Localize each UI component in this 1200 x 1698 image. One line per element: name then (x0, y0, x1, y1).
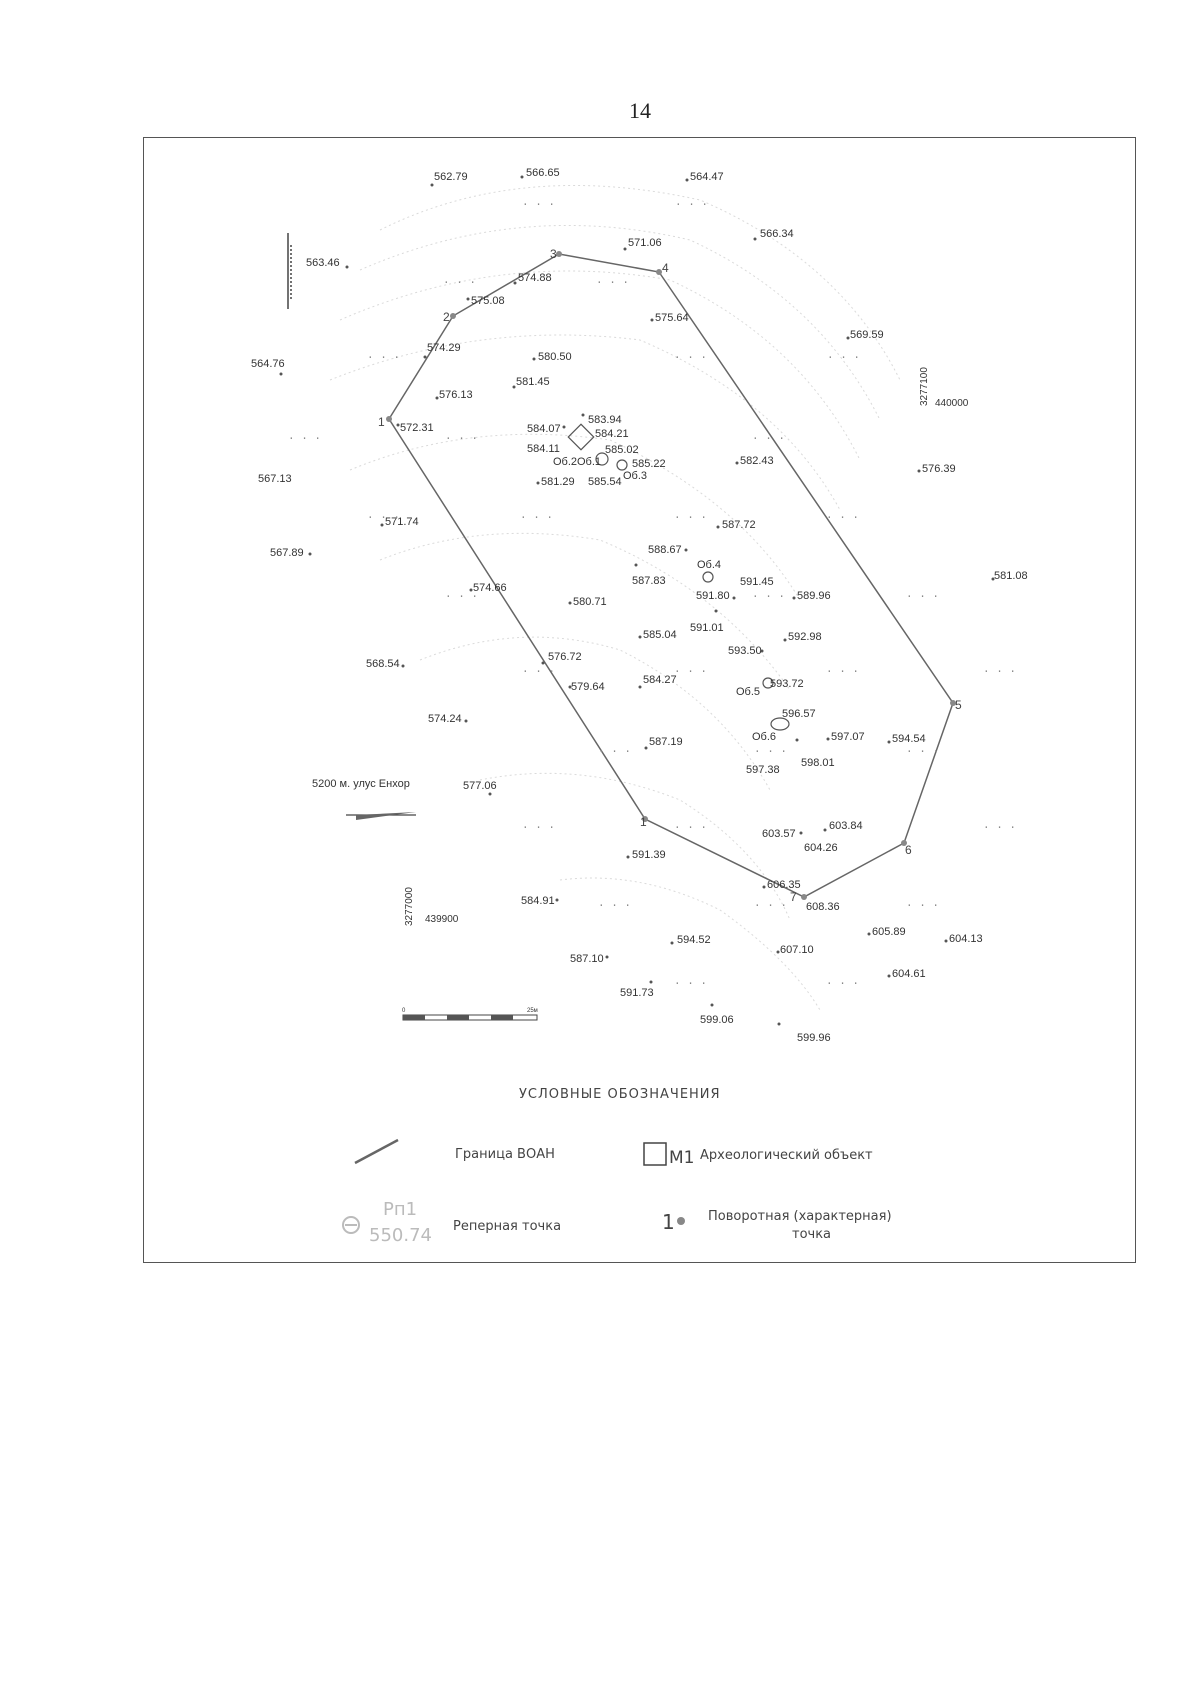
elevation-label: 566.34 (760, 228, 794, 240)
elevation-label: 579.64 (571, 681, 605, 693)
svg-text:. . .: . . . (598, 898, 632, 910)
svg-text:. . .: . . . (906, 589, 940, 601)
svg-text:. . .: . . . (367, 350, 401, 362)
svg-text:. . .: . . . (674, 350, 708, 362)
elevation-marks (280, 176, 995, 1026)
svg-text:. . .: . . . (906, 898, 940, 910)
turn-label-2: 2 (443, 310, 450, 324)
page-number: 14 (629, 98, 651, 123)
elevation-label: 596.57 (782, 708, 816, 720)
scale-bar (402, 1008, 538, 1020)
legend-turn-label-line1: Поворотная (характерная) (708, 1209, 892, 1224)
turn-point-2 (450, 313, 456, 319)
svg-text:. . .: . . . (445, 589, 479, 601)
elevation-label: 608.36 (806, 901, 840, 913)
svg-text:. . .: . . . (596, 275, 630, 287)
legend-object-symbol: М1 (669, 1148, 695, 1168)
elevation-label: 593.72 (770, 678, 804, 690)
turn-point-7 (801, 894, 807, 900)
elevation-label: 605.89 (872, 926, 906, 938)
elevation-label: 604.13 (949, 933, 983, 945)
elevation-label: 587.19 (649, 736, 683, 748)
elevation-label: 591.45 (740, 576, 774, 588)
svg-text:. . .: . . . (288, 431, 322, 443)
svg-text:. . .: . . . (522, 197, 556, 209)
object-label-1: Об.1 (577, 456, 602, 468)
elevation-label: 571.06 (628, 237, 662, 249)
svg-text:. . .: . . . (675, 197, 709, 209)
turn-point-3 (556, 251, 562, 257)
svg-text:. . .: . . . (754, 898, 788, 910)
elevation-label: 567.13 (258, 473, 292, 485)
elevation-label: 574.66 (473, 582, 507, 594)
elevation-label: 603.57 (762, 828, 796, 840)
svg-text:. . .: . . . (674, 664, 708, 676)
elevation-label: 604.26 (804, 842, 838, 854)
boundary-legend-icon (355, 1140, 398, 1163)
coord-y-top-right: 440000 (935, 398, 969, 409)
direction-label: 5200 м. улус Енхор (312, 778, 410, 790)
svg-text:. . .: . . . (522, 820, 556, 832)
svg-text:. . .: . . . (983, 664, 1017, 676)
elevation-label: 593.50 (728, 645, 762, 657)
svg-text:. . .: . . . (522, 664, 556, 676)
elevation-label: 598.01 (801, 757, 835, 769)
legend (343, 1087, 892, 1246)
elevation-label: 599.06 (700, 1014, 734, 1026)
elevation-label: 584.21 (595, 428, 629, 440)
svg-text:. . .: . . . (906, 744, 940, 756)
svg-text:. . .: . . . (826, 976, 860, 988)
turn-label-4: 4 (662, 261, 669, 275)
svg-text:. . .: . . . (520, 510, 554, 522)
legend-turn-label-line2: точка (792, 1227, 832, 1242)
legend-benchmark-bottom: 550.74 (369, 1225, 432, 1246)
elevation-label: 585.54 (588, 476, 622, 488)
elevation-label: 584.11 (527, 443, 560, 455)
legend-benchmark-top: Рп1 (383, 1199, 418, 1220)
boundary-vertices (386, 251, 956, 900)
svg-text:. . .: . . . (674, 820, 708, 832)
elevation-label: 594.54 (892, 733, 926, 745)
elevation-label: 591.80 (696, 590, 730, 602)
object-label-5: Об.5 (736, 686, 761, 698)
elevation-label: 563.46 (306, 257, 340, 269)
svg-text:. . .: . . . (826, 510, 860, 522)
elevation-labels (251, 167, 1028, 1044)
coordinate-bottom-left (404, 887, 459, 926)
turn-label-8: 1 (640, 815, 647, 829)
turn-point-legend-icon (677, 1217, 685, 1225)
elevation-label: 581.08 (994, 570, 1028, 582)
elevation-label: 599.96 (797, 1032, 831, 1044)
direction-pointer (312, 778, 416, 820)
object-label-6: Об.6 (752, 731, 777, 743)
elevation-label: 594.52 (677, 934, 711, 946)
elevation-label: 562.79 (434, 171, 468, 183)
svg-text:. . .: . . . (445, 431, 479, 443)
object-label-3: Об.3 (623, 470, 648, 482)
legend-object-label: Археологический объект (700, 1148, 873, 1163)
elevation-label: 585.02 (605, 444, 639, 456)
elevation-label: 567.89 (270, 547, 304, 559)
elevation-label: 576.13 (439, 389, 473, 401)
elevation-label: 575.08 (471, 295, 505, 307)
archaeological-object-legend-icon (644, 1143, 666, 1165)
legend-boundary-label: Граница ВОАН (455, 1147, 555, 1162)
turn-point-1 (386, 416, 392, 422)
coord-x-bottom-left: 3277000 (404, 887, 415, 926)
elevation-label: 564.47 (690, 171, 724, 183)
svg-text:. . .: . . . (826, 664, 860, 676)
elevation-label: 566.65 (526, 167, 560, 179)
legend-turn-symbol: 1 (662, 1210, 675, 1234)
elevation-label: 568.54 (366, 658, 400, 670)
elevation-label: 597.07 (831, 731, 865, 743)
coordinate-top-right (919, 367, 969, 409)
elevation-label: 584.27 (643, 674, 677, 686)
object-label-2: Об.2 (553, 456, 578, 468)
elevation-label: 585.04 (643, 629, 677, 641)
svg-text:. . .: . . . (598, 744, 632, 756)
turn-label-7: 7 (790, 890, 797, 904)
turn-label-3: 3 (550, 247, 557, 261)
elevation-label: 585.22 (632, 458, 666, 470)
legend-title: УСЛОВНЫЕ ОБОЗНАЧЕНИЯ (519, 1087, 721, 1102)
elevation-label: 569.59 (850, 329, 884, 341)
elevation-label: 607.10 (780, 944, 814, 956)
svg-text:. . .: . . . (443, 275, 477, 287)
elevation-label: 581.29 (541, 476, 575, 488)
elevation-label: 592.98 (788, 631, 822, 643)
elevation-label: 591.39 (632, 849, 666, 861)
legend-benchmark-label: Реперная точка (453, 1219, 562, 1234)
svg-text:. . .: . . . (983, 820, 1017, 832)
elevation-label: 587.83 (632, 575, 666, 587)
scale-end-label: 25м (527, 1008, 538, 1014)
elevation-label: 574.24 (428, 713, 462, 725)
elevation-label: 580.50 (538, 351, 572, 363)
elevation-label: 575.64 (655, 312, 689, 324)
svg-text:. . .: . . . (754, 744, 788, 756)
elevation-label: 580.71 (573, 596, 607, 608)
elevation-label: 574.29 (427, 342, 461, 354)
elevation-label: 564.76 (251, 358, 285, 370)
elevation-label: 571.74 (385, 516, 419, 528)
elevation-label: 589.96 (797, 590, 831, 602)
elevation-label: 581.45 (516, 376, 550, 388)
coord-x-top-right: 3277100 (919, 367, 930, 406)
svg-text:. . .: . . . (752, 589, 786, 601)
turn-label-5: 5 (955, 698, 962, 712)
elevation-label: 574.88 (518, 272, 552, 284)
elevation-label: 606.35 (767, 879, 801, 891)
object-label-4: Об.4 (697, 559, 722, 571)
svg-text:. . .: . . . (674, 976, 708, 988)
elevation-label: 582.43 (740, 455, 774, 467)
boundary-vertex-labels (378, 247, 962, 904)
elevation-label: 572.31 (400, 422, 434, 434)
scale-start-label: 0 (402, 1008, 406, 1014)
object-ring-4 (703, 572, 713, 582)
elevation-label: 584.07 (527, 423, 561, 435)
north-arrow-icon (288, 233, 291, 309)
svg-text:. . .: . . . (367, 510, 401, 522)
elevation-label: 576.39 (922, 463, 956, 475)
elevation-label: 591.73 (620, 987, 654, 999)
elevation-label: 603.84 (829, 820, 863, 832)
elevation-label: 597.38 (746, 764, 780, 776)
coord-y-bottom-left: 439900 (425, 914, 459, 925)
svg-text:. . .: . . . (827, 350, 861, 362)
elevation-label: 588.67 (648, 544, 682, 556)
object-ring-3 (617, 460, 627, 470)
elevation-label: 591.01 (690, 622, 724, 634)
filler-dots (288, 197, 1016, 988)
elevation-label: 577.06 (463, 780, 497, 792)
elevation-label: 587.10 (570, 953, 604, 965)
elevation-label: 587.72 (722, 519, 756, 531)
svg-text:. . .: . . . (674, 510, 708, 522)
elevation-label: 584.91 (521, 895, 555, 907)
elevation-label: 576.72 (548, 651, 582, 663)
boundary-polygon (389, 254, 953, 897)
turn-label-1: 1 (378, 415, 385, 429)
elevation-label: 604.61 (892, 968, 926, 980)
elevation-label: 583.94 (588, 414, 622, 426)
svg-text:. . .: . . . (752, 431, 786, 443)
turn-label-6: 6 (905, 843, 912, 857)
